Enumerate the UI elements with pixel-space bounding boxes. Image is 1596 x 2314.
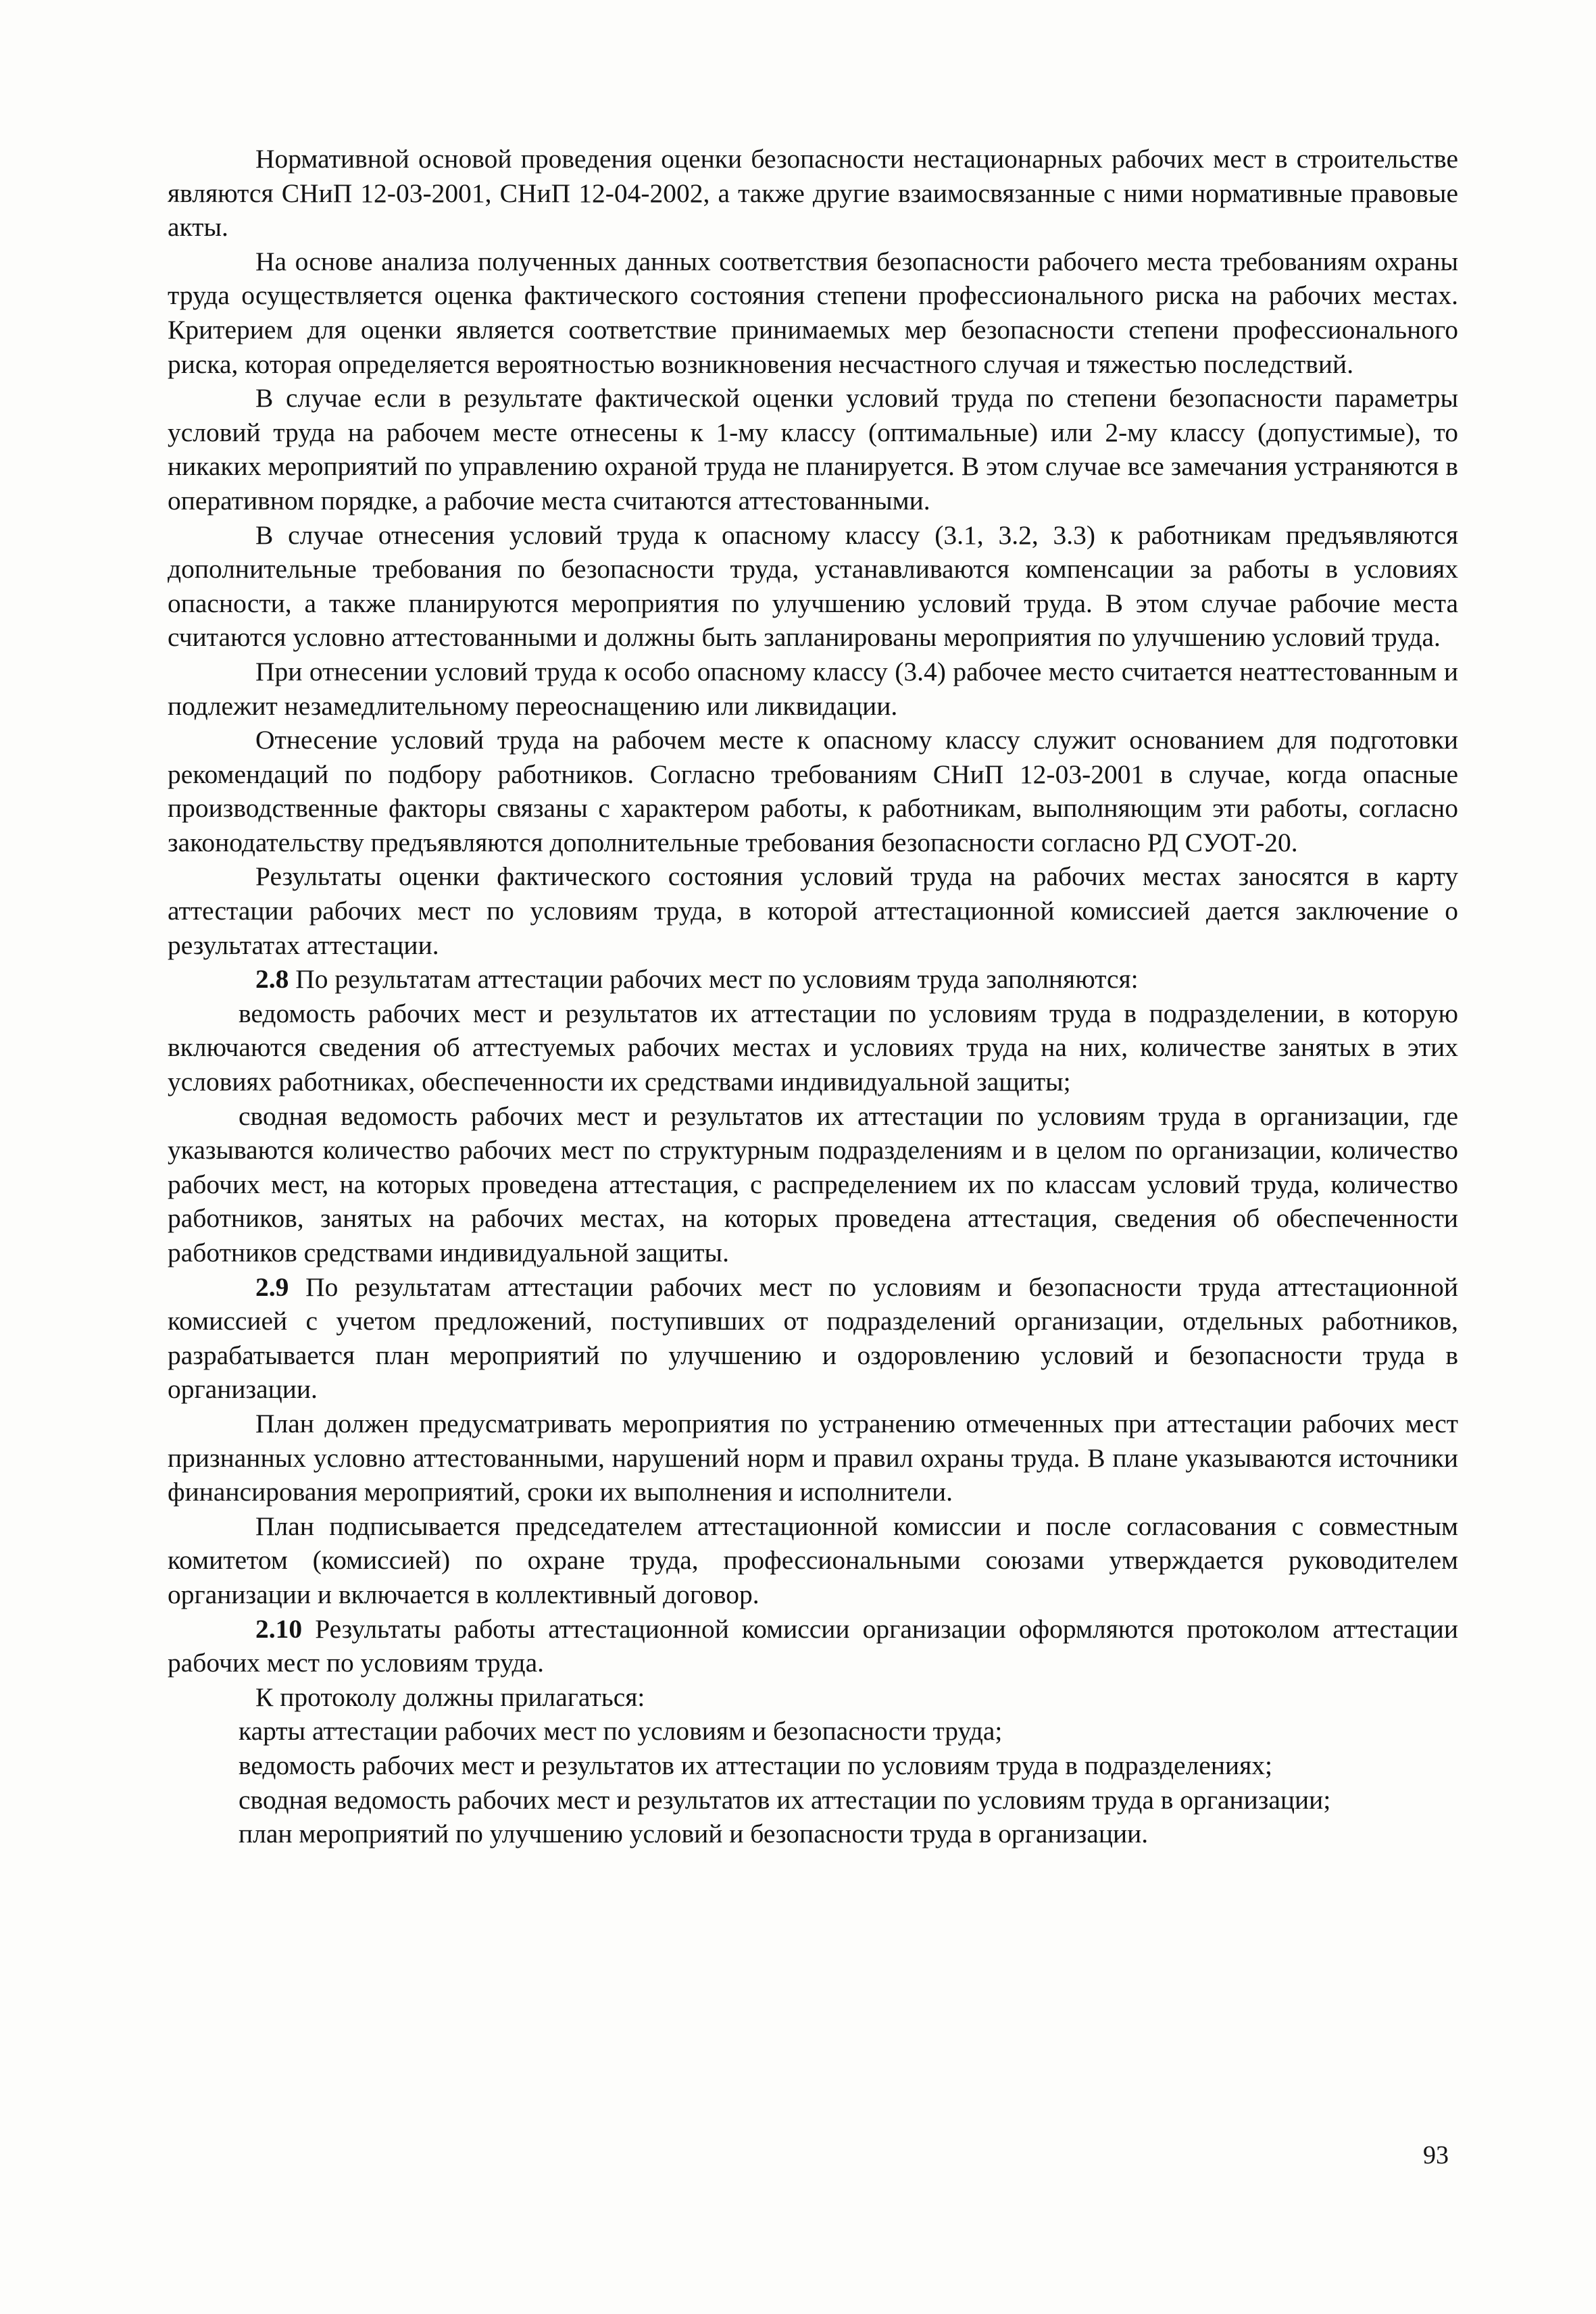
- list-item: сводная ведомость рабочих мест и результатов их аттестации по условиям труда в организации, где указываются количество рабочих мест по структурным подразделениям и в целом по организации, количество рабочих мест, на которых проведена аттестация, с распределением их по классам условий труда, количество работников, занятых на рабочих местах, на которых проведена аттестация, сведения об обеспеченности работников средствами индивидуальной защиты.: [168, 1101, 1458, 1267]
- paragraph-risk-analysis: На основе анализа полученных данных соответствия безопасности рабочего места требованиям охраны труда осуществляется оценка фактического состояния степени профессионального риска на рабочих местах. Критерием для оценки является соответствие принимаемых мер безопасности степени профессионального риска, которая определяется вероятностью возникновения несчастного случая и тяжестью последствий.: [168, 246, 1458, 379]
- paragraph-plan-contents: План должен предусматривать мероприятия по устранению отмеченных при аттестации рабочих мест признанных условно аттестованными, нарушений норм и правил охраны труда. В плане указываются источники финансирования мероприятий, сроки их выполнения и исполнители.: [168, 1408, 1458, 1507]
- section-2-10: 2.10 Результаты работы аттестационной комиссии организации оформляются протоколом аттестации рабочих мест по условиям труда.: [168, 1613, 1458, 1678]
- section-2-9: 2.9 По результатам аттестации рабочих мест по условиям и безопасности труда аттестационной комиссией с учетом предложений, поступивших от подразделений организации, отдельных работников, разрабатывается план мероприятий по улучшению и оздоровлению условий и безопасности труда в организации.: [168, 1272, 1458, 1405]
- paragraph-attestation-card: Результаты оценки фактического состояния условий труда на рабочих местах заносятся в карту аттестации рабочих мест по условиям труда, в которой аттестационной комиссией дается заключение о результатах аттестации.: [168, 861, 1458, 960]
- list-item: план мероприятий по улучшению условий и безопасности труда в организации.: [239, 1819, 1149, 1849]
- paragraph-class-1-2: В случае если в результате фактической оценки условий труда по степени безопасности параметры условий труда на рабочем месте отнесены к 1-му классу (оптимальные) или 2-му классу (допустимые), то никаких мероприятий по управлению охраной труда не планируется. В этом случае все замечания устраняются в оперативном порядке, а рабочие места считаются аттестованными.: [168, 383, 1458, 515]
- paragraph-normative-basis: Нормативной основой проведения оценки безопасности нестационарных рабочих мест в строительстве являются СНиП 12-03-2001, СНиП 12-04-2002, а также другие взаимосвязанные с ними нормативные правовые акты.: [168, 144, 1458, 243]
- list-item: ведомость рабочих мест и результатов их аттестации по условиям труда в подразделениях;: [239, 1750, 1272, 1780]
- list-item: сводная ведомость рабочих мест и результатов их аттестации по условиям труда в организации;: [239, 1784, 1331, 1815]
- paragraph-worker-selection: Отнесение условий труда на рабочем месте к опасному классу служит основанием для подготовки рекомендаций по подбору работников. Согласно требованиям СНиП 12-03-2001 в случае, когда опасные производственные факторы связаны с характером работы, к работникам, выполняющим эти работы, согласно законодательству предъявляются дополнительные требования безопасности согласно РД СУОТ-20.: [168, 725, 1458, 857]
- list-item: ведомость рабочих мест и результатов их аттестации по условиям труда в подразделении, в которую включаются сведения об аттестуемых рабочих местах и условиях труда на них, количестве занятых в этих условиях работниках, обеспеченности их средствами индивидуальной защиты;: [168, 998, 1458, 1097]
- section-number: 2.10: [255, 1613, 303, 1644]
- paragraph-protocol-attachments: К протоколу должны прилагаться:: [255, 1682, 645, 1712]
- paragraph-class-3: В случае отнесения условий труда к опасному классу (3.1, 3.2, 3.3) к работникам предъявляются дополнительные требования по безопасности труда, устанавливаются компенсации за работы в условиях опасности, а также планируются мероприятия по улучшению условий труда. В этом случае рабочие места считаются условно аттестованными и должны быть запланированы мероприятия по улучшению условий труда.: [168, 520, 1458, 653]
- section-number: 2.9: [255, 1272, 289, 1302]
- list-item: карты аттестации рабочих мест по условиям и безопасности труда;: [239, 1716, 1003, 1746]
- paragraph-class-3-4: При отнесении условий труда к особо опасному классу (3.4) рабочее место считается неаттестованным и подлежит незамедлительному переоснащению или ликвидации.: [168, 656, 1458, 721]
- section-2-8: 2.8 По результатам аттестации рабочих мест по условиям труда заполняются:: [255, 964, 1139, 995]
- paragraph-plan-signing: План подписывается председателем аттестационной комиссии и после согласования с совместным комитетом (комиссией) по охране труда, профессиональными союзами утверждается руководителем организации и включается в коллективный договор.: [168, 1511, 1458, 1609]
- page-number: 93: [1423, 2141, 1449, 2169]
- body-text: [168, 142, 1458, 1851]
- section-number: 2.8: [255, 964, 289, 995]
